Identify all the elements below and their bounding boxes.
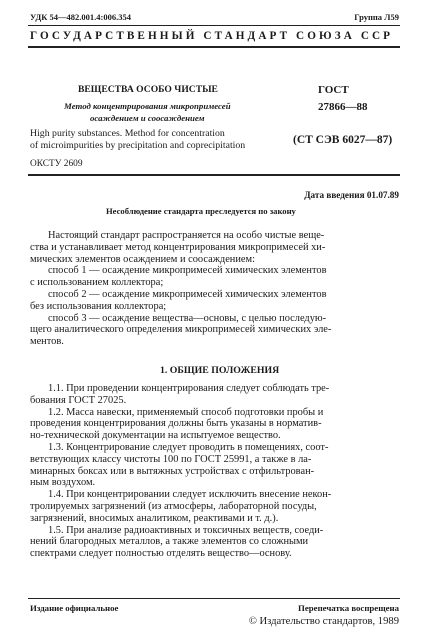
okstu-code: ОКСТУ 2609: [30, 159, 83, 169]
standard-title: ГОСУДАРСТВЕННЫЙ СТАНДАРТ СОЮЗА ССР: [30, 30, 394, 42]
text-line: загрязнений, вносимых аналитиком, реактивами и т. д.).: [30, 512, 279, 524]
introduction-date: Дата введения 01.07.89: [304, 190, 399, 200]
document-title-en-1: High purity substances. Method for concentration: [30, 128, 225, 139]
text-line: 1.5. При анализе радиоактивных и токсичных веществ, соеди-: [48, 524, 324, 536]
title-block-rule: [28, 174, 400, 176]
text-line: способ 1 — осаждение микропримесей химических элементов: [48, 265, 327, 277]
udk-code: УДК 54—482.001.4:006.354: [30, 12, 131, 22]
text-line: нений благородных металлов, а также элементов со сложными: [30, 536, 309, 548]
text-line: мических элементов осаждением и соосаждением:: [30, 253, 255, 265]
document-title-en-2: of microimpurities by precipitation and coprecipitation: [30, 140, 246, 151]
title-rule: [28, 46, 400, 48]
text-line: способ 3 — осаждение вещества—основы, с целью последую-: [48, 312, 327, 324]
text-line: бования ГОСТ 27025.: [30, 394, 127, 406]
st-sev-number: (СТ СЭВ 6027—87): [293, 134, 393, 146]
top-rule: [28, 25, 400, 26]
text-line: тролируемых загрязнений (из атмосферы, лабораторной посуды,: [30, 500, 317, 512]
text-line: 1.1. При проведении концентрирования следует соблюдать тре-: [48, 383, 330, 394]
gost-label: ГОСТ: [318, 84, 349, 96]
text-line: ства и устанавливает метод концентрирования микропримесей хи-: [30, 241, 326, 253]
text-line: ным воздухом.: [30, 477, 96, 489]
text-line: щего аналитического определения микропримесей химических эле-: [30, 324, 332, 336]
text-line: 1.3. Концентрирование следует проводить в помещениях, соот-: [48, 441, 329, 453]
footer-rule: [28, 598, 400, 599]
law-note: Несоблюдение стандарта преследуется по закону: [106, 206, 296, 216]
document-subtitle-ru-2: осаждением и соосаждением: [90, 113, 205, 123]
text-line: способ 2 — осаждение микропримесей химических элементов: [48, 288, 327, 300]
section-heading: 1. ОБЩИЕ ПОЛОЖЕНИЯ: [160, 365, 280, 376]
text-line: 1.2. Масса навески, применяемый способ подготовки пробы и: [48, 406, 324, 418]
document-title-ru: ВЕЩЕСТВА ОСОБО ЧИСТЫЕ: [78, 84, 218, 95]
official-edition-note: Издание официальное: [30, 603, 119, 613]
intro-paragraph: [30, 230, 400, 348]
text-line: ментов.: [30, 336, 64, 348]
text-line: Настоящий стандарт распространяется на особо чистые веще-: [48, 230, 325, 241]
text-line: 1.4. При концентрировании следует исключить внесение некон-: [48, 489, 332, 501]
section-body: [30, 383, 400, 560]
gost-number: 27866—88: [318, 101, 368, 113]
text-line: проведения концентрирования должны быть указаны в норматив-: [30, 418, 322, 430]
publisher-copyright: © Издательство стандартов, 1989: [248, 616, 399, 627]
text-line: ветствующих классу чистоты 100 по ГОСТ 25991, а также в ла-: [30, 453, 312, 465]
text-line: без использования коллектора;: [30, 300, 167, 312]
text-line: минарных боксах или в вытяжных устройствах с отфильтрован-: [30, 465, 315, 477]
text-line: с использованием коллектора;: [30, 277, 164, 289]
group-code: Группа Л59: [354, 12, 399, 22]
text-line: спектрами следует полностью отделять вещество—основу.: [30, 548, 292, 560]
text-line: но-технической документации на испытуемое вещество.: [30, 430, 281, 442]
reprint-note: Перепечатка воспрещена: [298, 603, 399, 613]
document-subtitle-ru-1: Метод концентрирования микропримесей: [64, 101, 231, 111]
